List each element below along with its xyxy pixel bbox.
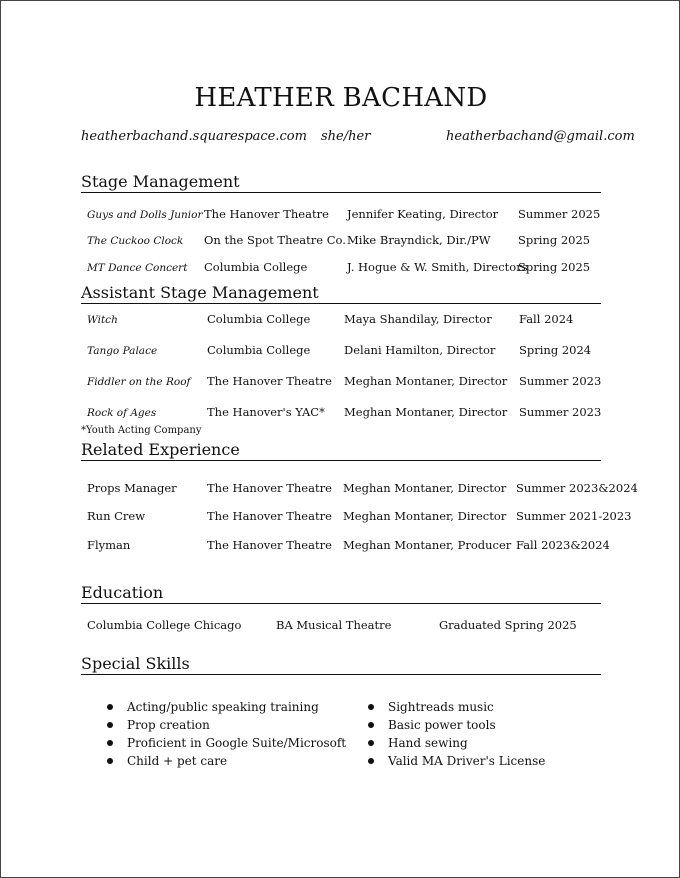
skill-left-1: Acting/public speaking training [127, 700, 319, 714]
sm-show-2: The Cuckoo Clock [87, 235, 184, 247]
exp-venue-2: The Hanover Theatre [207, 509, 332, 523]
asm-show-3: Fiddler on the Roof [87, 376, 191, 388]
exp-venue-3: The Hanover Theatre [207, 538, 332, 552]
exp-role-1: Props Manager [87, 481, 177, 495]
skill-left-2: Prop creation [127, 718, 210, 732]
skill-right-3: Hand sewing [388, 736, 468, 750]
asm-date-3: Summer 2023 [519, 374, 602, 388]
education-school: Columbia College Chicago [87, 618, 242, 632]
section-title-stage-management: Stage Management [81, 173, 601, 193]
asm-director-1: Maya Shandilay, Director [344, 312, 492, 326]
sm-show-1: Guys and Dolls Junior [87, 209, 203, 221]
footnote-youth-acting-company: *Youth Acting Company [81, 425, 202, 436]
pronouns: she/her [321, 129, 371, 144]
section-title-related-experience: Related Experience [81, 441, 601, 461]
skill-right-1: Sightreads music [388, 700, 494, 714]
asm-date-1: Fall 2024 [519, 312, 574, 326]
bullet-icon [107, 740, 113, 746]
skill-right-2: Basic power tools [388, 718, 496, 732]
asm-venue-1: Columbia College [207, 312, 311, 326]
asm-date-4: Summer 2023 [519, 405, 602, 419]
education-degree: BA Musical Theatre [276, 618, 392, 632]
asm-show-4: Rock of Ages [87, 407, 157, 419]
bullet-icon [368, 704, 374, 710]
skill-left-4: Child + pet care [127, 754, 228, 768]
asm-show-2: Tango Palace [87, 345, 158, 357]
asm-date-2: Spring 2024 [519, 343, 592, 357]
exp-role-3: Flyman [87, 538, 131, 552]
sm-director-1: Jennifer Keating, Director [347, 207, 499, 221]
asm-venue-4: The Hanover's YAC* [207, 405, 325, 419]
skill-right-4: Valid MA Driver's License [388, 754, 546, 768]
asm-venue-3: The Hanover Theatre [207, 374, 332, 388]
bullet-icon [107, 704, 113, 710]
sm-show-3: MT Dance Concert [87, 262, 188, 274]
education-graduation: Graduated Spring 2025 [439, 618, 577, 632]
exp-date-3: Fall 2023&2024 [516, 538, 610, 552]
asm-director-4: Meghan Montaner, Director [344, 405, 508, 419]
website-link: heatherbachand.squarespace.com [81, 129, 307, 144]
sm-director-2: Mike Brayndick, Dir./PW [347, 233, 491, 247]
bullet-icon [368, 722, 374, 728]
asm-director-2: Delani Hamilton, Director [344, 343, 496, 357]
email-address: heatherbachand@gmail.com [446, 129, 635, 144]
exp-venue-1: The Hanover Theatre [207, 481, 332, 495]
exp-director-2: Meghan Montaner, Director [343, 509, 507, 523]
sm-director-3: J. Hogue & W. Smith, Directors [347, 260, 528, 274]
exp-date-1: Summer 2023&2024 [516, 481, 638, 495]
section-title-assistant-stage-management: Assistant Stage Management [81, 284, 601, 304]
exp-date-2: Summer 2021-2023 [516, 509, 632, 523]
asm-venue-2: Columbia College [207, 343, 311, 357]
asm-show-1: Witch [87, 314, 118, 326]
bullet-icon [107, 722, 113, 728]
asm-director-3: Meghan Montaner, Director [344, 374, 508, 388]
sm-date-1: Summer 2025 [518, 207, 601, 221]
sm-date-3: Spring 2025 [518, 260, 591, 274]
exp-director-1: Meghan Montaner, Director [343, 481, 507, 495]
sm-venue-2: On the Spot Theatre Co. [204, 233, 346, 247]
sm-date-2: Spring 2025 [518, 233, 591, 247]
bullet-icon [107, 758, 113, 764]
section-title-education: Education [81, 584, 601, 604]
bullet-icon [368, 758, 374, 764]
bullet-icon [368, 740, 374, 746]
sm-venue-3: Columbia College [204, 260, 308, 274]
exp-role-2: Run Crew [87, 509, 146, 523]
section-title-special-skills: Special Skills [81, 655, 601, 675]
sm-venue-1: The Hanover Theatre [204, 207, 329, 221]
skill-left-3: Proficient in Google Suite/Microsoft [127, 736, 347, 750]
exp-director-3: Meghan Montaner, Producer [343, 538, 512, 552]
resume-name: HEATHER BACHAND [194, 83, 488, 113]
